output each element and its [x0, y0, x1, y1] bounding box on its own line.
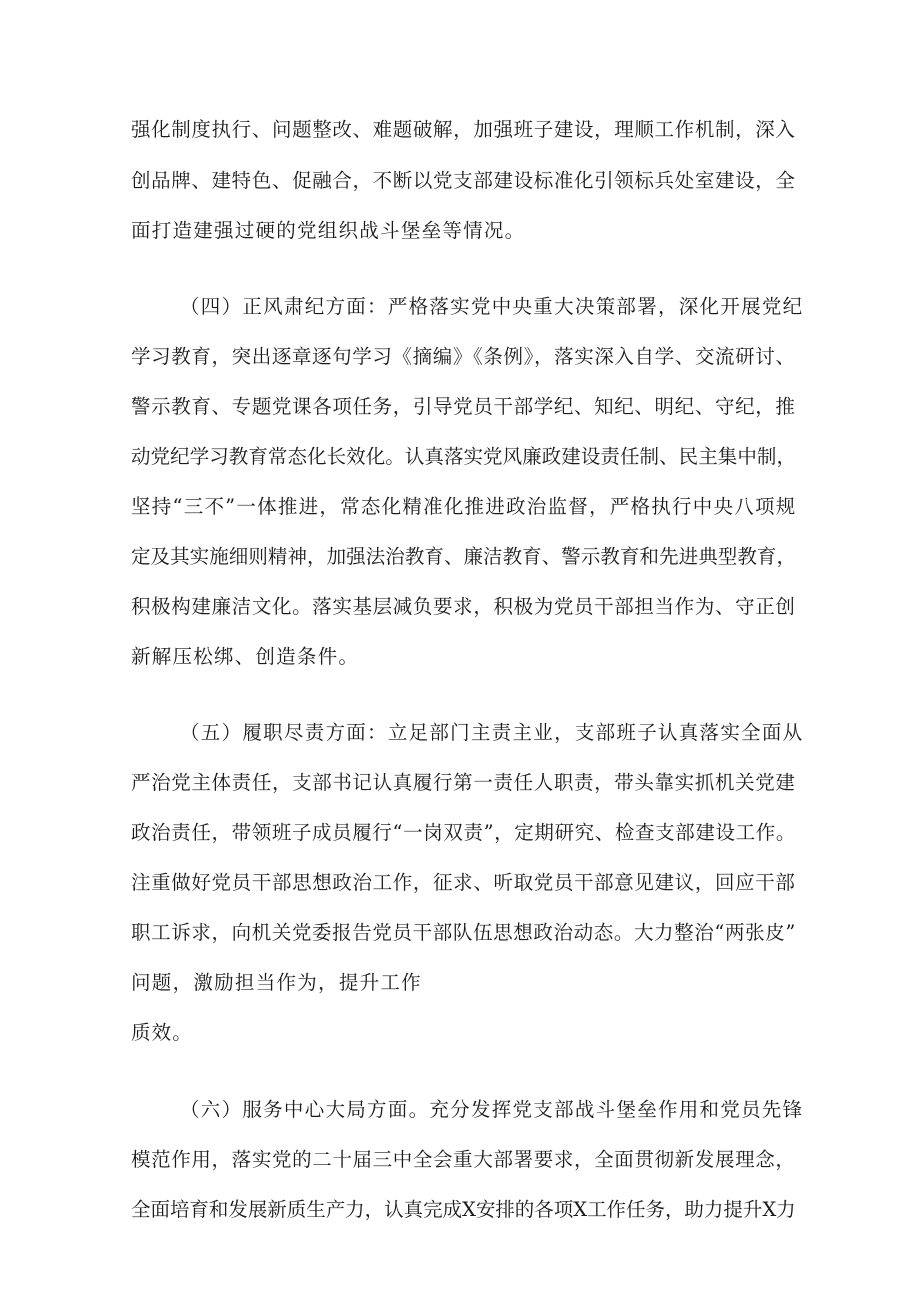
text-line: 警示教育、专题党课各项任务，引导党员干部学纪、知纪、明纪、守纪，推	[131, 395, 796, 418]
paragraph-heading-line: （六）服务中心大局方面。充分发挥党支部战斗堡垒作用和党员先锋	[180, 1098, 804, 1121]
text-line: 注重做好党员干部思想政治工作，征求、听取党员干部意见建议，回应干部	[131, 871, 796, 894]
text-line: 职工诉求，向机关党委报告党员干部队伍思想政治动态。大力整治“两张皮”	[131, 921, 796, 944]
paragraph-heading-line: （四）正风肃纪方面：严格落实党中央重大决策部署，深化开展党纪	[180, 295, 804, 318]
text-line: 问题，激励担当作为，提升工作	[131, 971, 422, 994]
text-line: 严治党主体责任，支部书记认真履行第一责任人职责，带头靠实抓机关党建	[131, 771, 796, 794]
text-line: 坚持“三不”一体推进，常态化精准化推进政治监督，严格执行中央八项规	[131, 495, 797, 518]
text-line: 学习教育，突出逐章逐句学习《摘编》《条例》，落实深入自学、交流研讨、	[131, 345, 796, 368]
text-line: 政治责任，带领班子成员履行“一岗双责”，定期研究、检查支部建设工作。	[131, 821, 796, 844]
text-line: 强化制度执行、问题整改、难题破解，加强班子建设，理顺工作机制，深入	[131, 118, 796, 141]
text-line: 新解压松绑、创造条件。	[131, 645, 360, 668]
text-line: 质效。	[131, 1021, 193, 1044]
text-line: 动党纪学习教育常态化长效化。认真落实党风廉政建设责任制、民主集中制，	[131, 445, 797, 468]
text-line: 创品牌、建特色、促融合，不断以党支部建设标准化引领标兵处室建设，全	[131, 169, 796, 192]
text-line: 面打造建强过硬的党组织战斗堡垒等情况。	[131, 219, 526, 242]
text-line: 模范作用，落实党的二十届三中全会重大部署要求，全面贯彻新发展理念，	[131, 1148, 796, 1171]
text-line: 定及其实施细则精神，加强法治教育、廉洁教育、警示教育和先进典型教育，	[131, 545, 797, 568]
text-line: 全面培育和发展新质生产力，认真完成X安排的各项X工作任务，助力提升X力	[131, 1198, 796, 1221]
text-line: 积极构建廉洁文化。落实基层减负要求，积极为党员干部担当作为、守正创	[131, 595, 796, 618]
paragraph-heading-line: （五）履职尽责方面：立足部门主责主业，支部班子认真落实全面从	[180, 721, 804, 744]
